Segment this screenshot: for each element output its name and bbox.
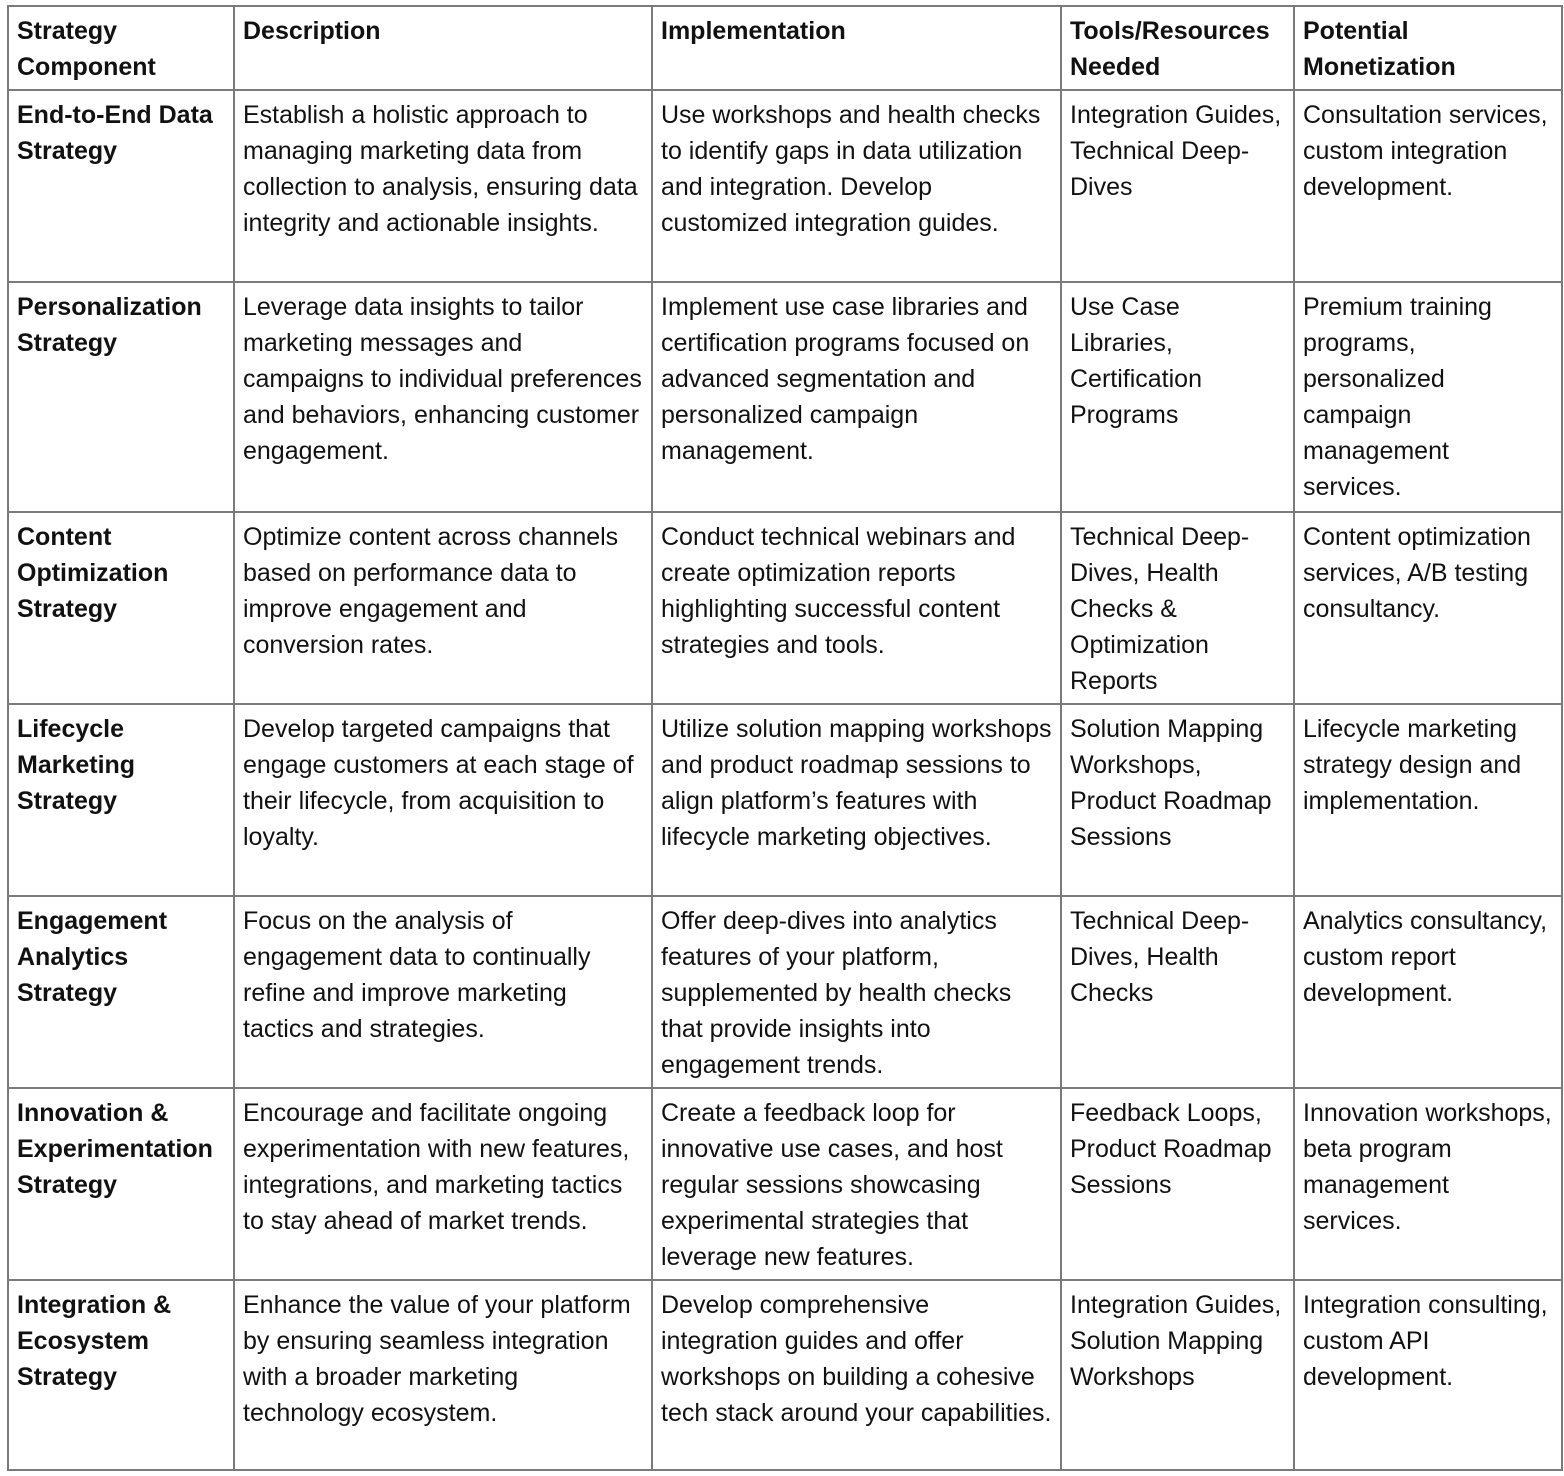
cell-monetization: Premium training programs, personalized campaign management services. <box>1294 282 1562 512</box>
cell-description: Develop targeted campaigns that engage customers at each stage of their lifecycle, from acquisition to loyalty. <box>234 704 652 896</box>
cell-monetization: Analytics consultancy, custom report development. <box>1294 896 1562 1088</box>
cell-implementation: Offer deep-dives into analytics features of your platform, supplemented by health checks that provide insights into engagement trends. <box>652 896 1061 1088</box>
table-header-row <box>8 6 1562 90</box>
cell-monetization: Integration consulting, custom API development. <box>1294 1280 1562 1470</box>
cell-description: Focus on the analysis of engagement data to continually refine and improve marketing tactics and strategies. <box>234 896 652 1088</box>
cell-implementation: Use workshops and health checks to identify gaps in data utilization and integration. Develop customized integration guides. <box>652 90 1061 282</box>
strategy-table-wrapper <box>7 5 1563 1471</box>
cell-tools: Integration Guides, Technical Deep-Dives <box>1061 90 1294 282</box>
table-row <box>8 896 1562 1088</box>
cell-component: Lifecycle Marketing Strategy <box>8 704 234 896</box>
header-implementation: Implementation <box>652 6 1061 90</box>
cell-description: Enhance the value of your platform by ensuring seamless integration with a broader marketing technology ecosystem. <box>234 1280 652 1470</box>
header-tools-resources: Tools/Resources Needed <box>1061 6 1294 90</box>
header-description: Description <box>234 6 652 90</box>
cell-tools: Technical Deep-Dives, Health Checks & Optimization Reports <box>1061 512 1294 704</box>
cell-description: Optimize content across channels based on performance data to improve engagement and conversion rates. <box>234 512 652 704</box>
cell-monetization: Consultation services, custom integration development. <box>1294 90 1562 282</box>
cell-implementation: Conduct technical webinars and create optimization reports highlighting successful content strategies and tools. <box>652 512 1061 704</box>
cell-component: Innovation & Experimentation Strategy <box>8 1088 234 1280</box>
cell-description: Encourage and facilitate ongoing experimentation with new features, integrations, and marketing tactics to stay ahead of market trends. <box>234 1088 652 1280</box>
cell-component: Content Optimization Strategy <box>8 512 234 704</box>
cell-implementation: Create a feedback loop for innovative use cases, and host regular sessions showcasing experimental strategies that leverage new features. <box>652 1088 1061 1280</box>
table-row <box>8 90 1562 282</box>
cell-monetization: Innovation workshops, beta program management services. <box>1294 1088 1562 1280</box>
cell-monetization: Content optimization services, A/B testing consultancy. <box>1294 512 1562 704</box>
cell-tools: Use Case Libraries, Certification Programs <box>1061 282 1294 512</box>
cell-component: Integration & Ecosystem Strategy <box>8 1280 234 1470</box>
cell-description: Leverage data insights to tailor marketing messages and campaigns to individual preferences and behaviors, enhancing customer engagement. <box>234 282 652 512</box>
cell-implementation: Develop comprehensive integration guides and offer workshops on building a cohesive tech stack around your capabilities. <box>652 1280 1061 1470</box>
table-row <box>8 1088 1562 1280</box>
cell-implementation: Utilize solution mapping workshops and product roadmap sessions to align platform’s features with lifecycle marketing objectives. <box>652 704 1061 896</box>
strategy-table <box>7 5 1563 1471</box>
cell-tools: Feedback Loops, Product Roadmap Sessions <box>1061 1088 1294 1280</box>
table-row <box>8 1280 1562 1470</box>
table-row <box>8 282 1562 512</box>
header-potential-monetization: Potential Monetization <box>1294 6 1562 90</box>
cell-description: Establish a holistic approach to managing marketing data from collection to analysis, ensuring data integrity and actionable insights. <box>234 90 652 282</box>
cell-tools: Integration Guides, Solution Mapping Workshops <box>1061 1280 1294 1470</box>
cell-component: End-to-End Data Strategy <box>8 90 234 282</box>
cell-component: Engagement Analytics Strategy <box>8 896 234 1088</box>
table-row <box>8 512 1562 704</box>
header-strategy-component: Strategy Component <box>8 6 234 90</box>
cell-tools: Solution Mapping Workshops, Product Roadmap Sessions <box>1061 704 1294 896</box>
cell-monetization: Lifecycle marketing strategy design and implementation. <box>1294 704 1562 896</box>
cell-component: Personalization Strategy <box>8 282 234 512</box>
cell-implementation: Implement use case libraries and certification programs focused on advanced segmentation and personalized campaign management. <box>652 282 1061 512</box>
table-row <box>8 704 1562 896</box>
cell-tools: Technical Deep-Dives, Health Checks <box>1061 896 1294 1088</box>
